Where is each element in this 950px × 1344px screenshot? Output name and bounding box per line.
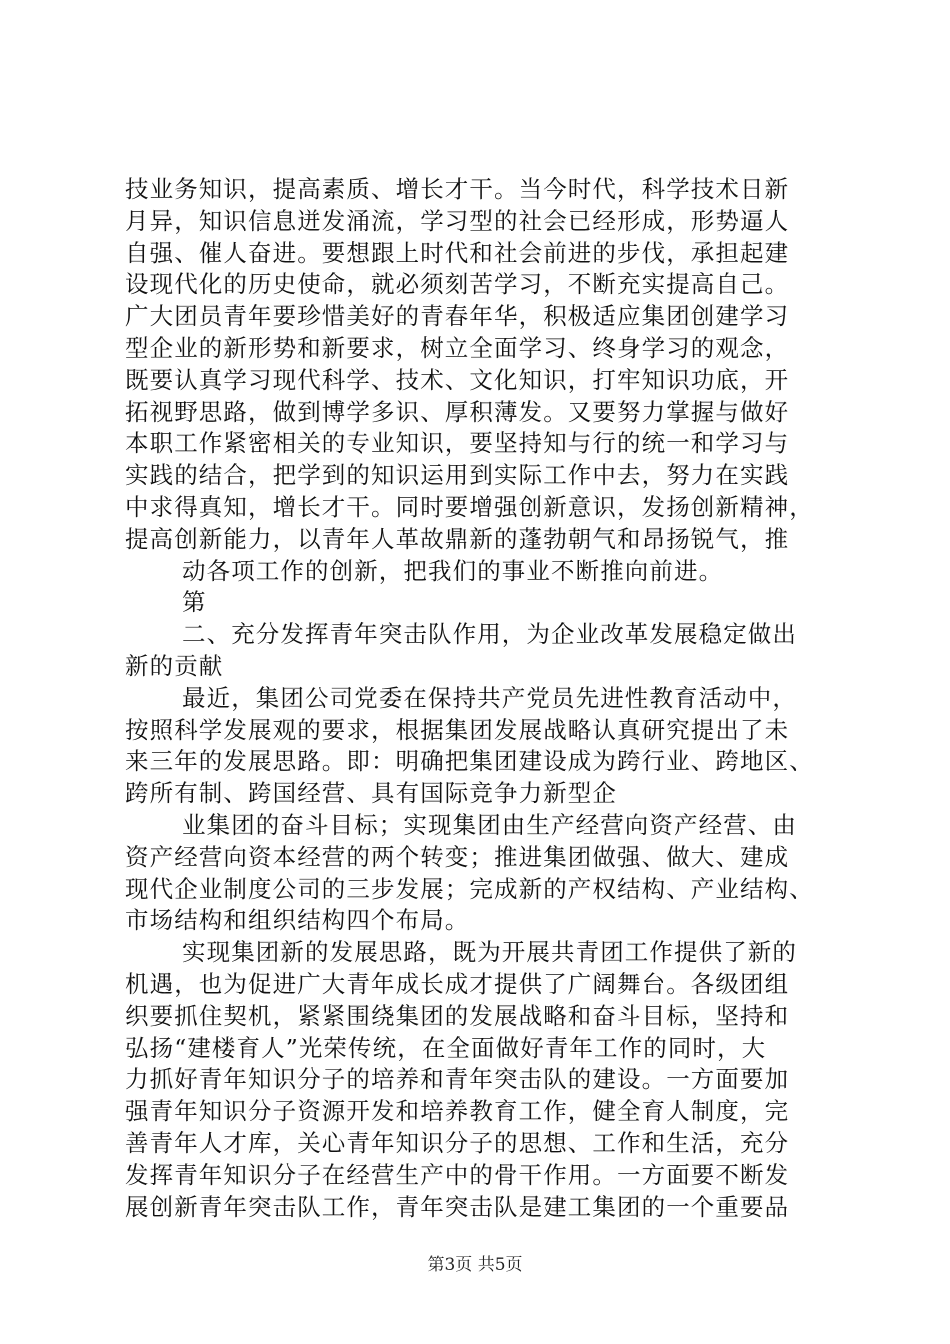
text-line: 中求得真知，增长才干。同时要增强创新意识，发扬创新精神， [125,492,814,521]
page-footer: 第3页 共5页 [427,1255,523,1275]
text-line: 织要抓住契机，紧紧围绕集团的发展战略和奋斗目标，坚持和 [125,1001,790,1030]
text-line: 最近，集团公司党委在保持共产党员先进性教育活动中， [182,683,797,712]
text-line: 第 [182,588,207,617]
text-line: 实践的结合，把学到的知识运用到实际工作中去，努力在实践 [125,461,790,490]
text-line: 月异，知识信息迸发涌流，学习型的社会已经形成，形势逼人 [125,206,790,235]
text-line: 市场结构和组织结构四个布局。 [125,906,470,935]
text-line: 广大团员青年要珍惜美好的青春年华，积极适应集团创建学习 [125,302,790,331]
text-line: 拓视野思路，做到博学多识、厚积薄发。又要努力掌握与做好 [125,397,790,426]
text-line: 善青年人才库，关心青年知识分子的思想、工作和生活，充分 [125,1128,790,1157]
text-line: 跨所有制、跨国经营、具有国际竞争力新型企 [125,779,617,808]
body-text [125,174,835,1223]
text-line: 资产经营向资本经营的两个转变；推进集团做强、做大、建成 [125,842,790,871]
text-line: 提高创新能力，以青年人革故鼎新的蓬勃朝气和昂扬锐气，推 [125,524,790,553]
text-line: 型企业的新形势和新要求，树立全面学习、终身学习的观念， [125,333,790,362]
text-line: 自强、催人奋进。要想跟上时代和社会前进的步伐，承担起建 [125,238,790,267]
text-line: 机遇，也为促进广大青年成长成才提供了广阔舞台。各级团组 [125,969,790,998]
text-line: 本职工作紧密相关的专业知识，要坚持知与行的统一和学习与 [125,429,790,458]
text-line: 业集团的奋斗目标；实现集团由生产经营向资产经营、由 [182,810,797,839]
text-line: 实现集团新的发展思路，既为开展共青团工作提供了新的 [182,938,797,967]
text-line: 按照科学发展观的要求，根据集团发展战略认真研究提出了未 [125,715,790,744]
text-line: 动各项工作的创新，把我们的事业不断推向前进。 [182,556,724,585]
text-line: 发挥青年知识分子在经营生产中的骨干作用。一方面要不断发 [125,1160,790,1189]
text-line: 展创新青年突击队工作，青年突击队是建工集团的一个重要品 [125,1192,790,1221]
text-line: 力抓好青年知识分子的培养和青年突击队的建设。一方面要加 [125,1065,790,1094]
text-line: 现代企业制度公司的三步发展；完成新的产权结构、产业结构、 [125,874,814,903]
text-line: 二、充分发挥青年突击队作用，为企业改革发展稳定做出 [182,620,797,649]
text-line: 技业务知识，提高素质、增长才干。当今时代，科学技术日新 [125,175,790,203]
text-line: 来三年的发展思路。即：明确把集团建设成为跨行业、跨地区、 [125,747,814,776]
text-line: 强青年知识分子资源开发和培养教育工作，健全育人制度，完 [125,1097,790,1126]
text-line: 弘扬“建楼育人”光荣传统，在全面做好青年工作的同时，大 [125,1033,767,1062]
text-line: 设现代化的历史使命，就必须刻苦学习，不断充实提高自己。 [125,270,790,299]
text-line: 既要认真学习现代科学、技术、文化知识，打牢知识功底，开 [125,365,790,394]
text-line: 新的贡献 [125,651,224,680]
